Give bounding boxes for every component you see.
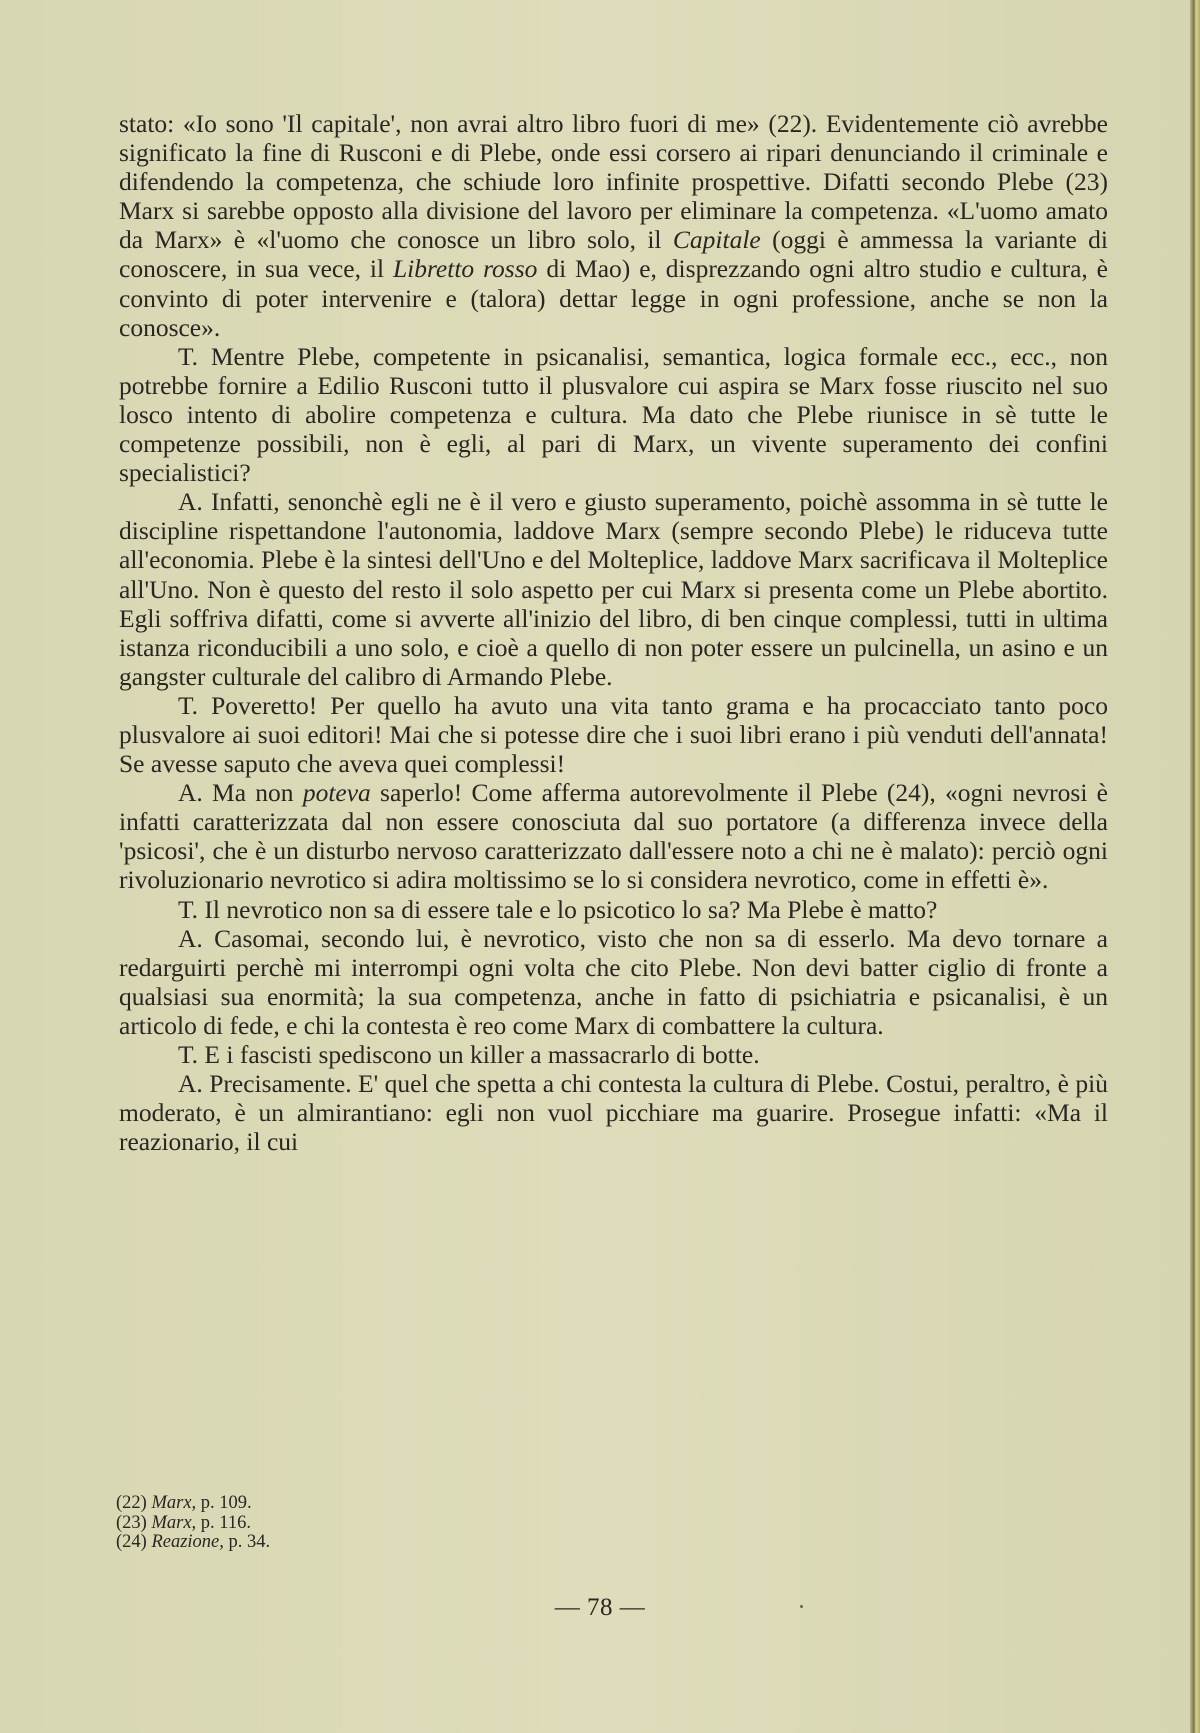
footnote-ref: Marx,: [151, 1512, 197, 1533]
footnote-number: (22): [116, 1493, 147, 1513]
footnote-ref: Marx,: [151, 1493, 197, 1513]
footnotes: [116, 1494, 616, 1553]
page-edge: [1190, 0, 1200, 1733]
paragraph-7: A. Casomai, secondo lui, è nevrotico, visto che non sa di esserlo. Ma devo tornare a redarguirti perchè mi interrompi ogni volta che cito Plebe. Non devi batter ciglio di fronte a qualsiasi sua enormità; la sua competenza, anche in fatto di psichiatria e psicanalisi, è un articolo di fede, e chi la contesta è reo come Marx di combattere la cultura.: [119, 923, 1108, 1040]
paragraph-4: T. Poveretto! Per quello ha avuto una vita tanto grama e ha procacciato tanto poco plusvalore ai suoi editori! Mai che si potesse dire che i suoi libri erano i più venduti dell'annata! Se avesse saputo che aveva quei complessi!: [119, 690, 1108, 779]
footnote-page: p. 109.: [200, 1493, 252, 1513]
paragraph-1: stato: «Io sono 'Il capitale', non avrai altro libro fuori di me» (22). Evidentemente ciò avrebbe significato la fine di Rusconi e di Plebe, onde essi corsero ai ripari denunciando il criminale e difendendo la competenza, che schiude loro infinite prospettive. Difatti secondo Plebe (23) Marx si sarebbe opposto alla divisione del lavoro per eliminare la competenza. «L'uomo amato da Marx» è «l'uomo che conosce un libro solo, il Capitale (oggi è ammessa la variante di conoscere, in sua vece, il Libretto rosso di Mao) e, disprezzando ogni altro studio e cultura, è convinto di poter intervenire e (talora) dettar legge in ogni professione, anche se non la conosce».: [119, 109, 1108, 342]
footnote-ref: Reazione,: [151, 1532, 224, 1552]
paragraph-2: T. Mentre Plebe, competente in psicanalisi, semantica, logica formale ecc., ecc., non potrebbe fornire a Edilio Rusconi tutto il plusvalore cui aspira se Marx fosse riuscito nel suo losco intento di abolire competenza e cultura. Ma dato che Plebe riunisce in sè tutte le competenze possibili, non è egli, al pari di Marx, un vivente superamento dei confini specialistici?: [119, 341, 1108, 488]
paragraph-8: T. E i fascisti spediscono un killer a massacrarlo di botte.: [178, 1040, 760, 1069]
print-speck: [800, 1605, 803, 1608]
footnote-23: [116, 1514, 616, 1534]
paragraph-6: T. Il nevrotico non sa di essere tale e lo psicotico lo sa? Ma Plebe è matto?: [178, 894, 938, 924]
footnote-page: p. 34.: [228, 1532, 271, 1552]
paragraph-5: A. Ma non poteva saperlo! Come afferma autorevolmente il Plebe (24), «ogni nevrosi è infatti caratterizzata dal non essere conosciuta dal suo portatore (a differenza invece della 'psicosi', che è un disturbo nervoso caratterizzato dall'essere noto a chi ne è malato): perciò ogni rivoluzionario nevrotico si adira moltissimo se lo si considera nevrotico, come in effetti è».: [119, 778, 1108, 895]
paragraph-9: A. Precisamente. E' quel che spetta a chi contesta la cultura di Plebe. Costui, peraltro, è più moderato, è un almirantiano: egli non vuol picchiare ma guarire. Prosegue infatti: «Ma il reazionario, il cui: [119, 1069, 1108, 1157]
footnote-number: (24): [116, 1532, 147, 1552]
page-number: [0, 1594, 1200, 1622]
footnote-22: [116, 1494, 616, 1514]
paragraph-3: A. Infatti, senonchè egli ne è il vero e giusto superamento, poichè assomma in sè tutte le discipline rispettandone l'autonomia, laddove Marx (sempre secondo Plebe) le riduceva tutte all'economia. Plebe è la sintesi dell'Uno e del Molteplice, laddove Marx sacrificava il Molteplice all'Uno. Non è questo del resto il solo aspetto per cui Marx si presenta come un Plebe abortito. Egli soffriva difatti, come si avverte all'inizio del libro, di ben cinque complessi, tutti in ultima istanza riconducibili a uno solo, e cioè a quello di non poter essere un pulcinella, un asino e un gangster culturale del calibro di Armando Plebe.: [119, 487, 1108, 691]
footnote-24: [116, 1533, 616, 1553]
body-text: [119, 109, 1108, 1156]
footnote-number: (23): [116, 1512, 147, 1533]
page-number-text: — 78 —: [554, 1594, 646, 1621]
footnote-page: p. 116.: [200, 1512, 251, 1533]
